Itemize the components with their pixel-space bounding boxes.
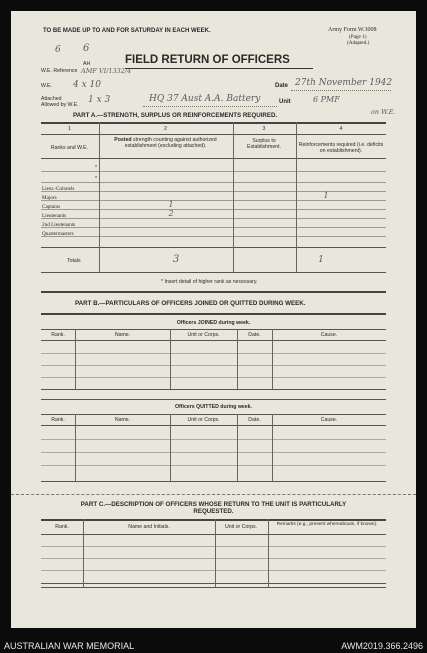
col-divider (170, 329, 171, 389)
quitted-title-rule (41, 414, 386, 415)
part-a-footnote: * Insert detail of higher rank as necessary. (161, 279, 258, 285)
rows-bottom-rule (41, 247, 386, 248)
quitted-col-date: Date. (248, 417, 261, 423)
quitted-bottom-rule (41, 481, 386, 482)
part-a-title: PART A.—STRENGTH, SURPLUS OR REINFORCEMENTS REQUIRED. (73, 112, 278, 119)
army-form-number: Army Form W.3008 (328, 27, 377, 33)
unit-label: Unit (279, 99, 291, 105)
handwritten-pmf: 6 PMF (313, 95, 340, 104)
rank-quartermasters: Quartermasters (42, 231, 74, 237)
rank-2nd-lieutenants: 2nd Lieutenants (42, 222, 76, 228)
part-a-top-rule (41, 122, 386, 124)
col-divider (268, 519, 269, 587)
rank-captains: Captains (42, 204, 61, 210)
col2-header (101, 137, 230, 149)
joined-col-date: Date. (248, 332, 261, 338)
rank-majors: Majors (42, 195, 57, 201)
row-line (41, 546, 386, 547)
joined-title-rule (41, 329, 386, 330)
posted-lieutenants: 2 (168, 209, 174, 218)
part-c-title-line1: PART C.—DESCRIPTION OF OFFICERS WHOSE RETURN TO THE UNIT IS PARTICULARLY (80, 501, 347, 508)
handwritten-amf: AMF VI/1332/4 (81, 67, 132, 75)
joined-col-rank: Rank. (51, 332, 65, 338)
part-c-title-line2: REQUESTED. (193, 508, 234, 515)
row-line (41, 236, 386, 237)
row-line (41, 570, 386, 571)
row-line (41, 377, 386, 378)
joined-header-rule (41, 340, 386, 341)
rank-star-1: * (94, 165, 97, 171)
row-line (41, 200, 386, 201)
col-number-rule (41, 134, 386, 135)
row-line (41, 218, 386, 219)
adapted-note: (Adapted.) (347, 40, 370, 46)
col-divider (170, 414, 171, 481)
quitted-col-rank: Rank. (51, 417, 65, 423)
part-a-end-rule (41, 291, 386, 293)
col-divider (83, 519, 84, 587)
row-line (41, 439, 386, 440)
quitted-col-unit: Unit or Corps. (187, 417, 220, 423)
date-dotted-line (291, 90, 391, 91)
totals-label: Totals (67, 258, 81, 264)
joined-col-name: Name. (114, 332, 131, 338)
col-number-3: 3 (262, 126, 266, 132)
quitted-col-cause: Cause. (320, 417, 338, 423)
row-line (41, 465, 386, 466)
handwritten-we: 4 x 10 (73, 80, 101, 90)
handwritten-attached: 1 x 3 (88, 95, 111, 105)
col-number-4: 4 (339, 126, 343, 132)
totals-bottom-rule (41, 272, 386, 273)
col-divider (272, 414, 273, 481)
joined-title: Officers JOINED during week. (176, 320, 251, 326)
part-b-top-rule (41, 313, 386, 315)
row-line (41, 365, 386, 366)
date-label: Date (275, 83, 289, 89)
col-divider (75, 329, 76, 389)
part-c-top-rule (41, 519, 386, 521)
col-divider (237, 329, 238, 389)
unit-dotted-line (143, 106, 277, 107)
top-note: TO BE MADE UP TO AND FOR SATURDAY IN EACH WEEK. (43, 28, 211, 34)
part-c-col-unit: Unit or Corps. (225, 524, 257, 530)
col-divider (99, 122, 100, 272)
allowed-label: Allowed by W.E. (41, 102, 79, 108)
col4-header: Reinforcements required (i.e. deficits on establishment). (298, 142, 384, 154)
quitted-title: Officers QUITTED during week. (175, 404, 252, 410)
handwritten-ref-number: 6 (83, 43, 90, 54)
handwritten-ah: AH (83, 61, 91, 67)
part-b-title: PART B.—PARTICULARS OF OFFICERS JOINED OR QUITTED DURING WEEK. (75, 300, 306, 307)
title-underline (125, 68, 313, 69)
joined-col-cause: Cause. (320, 332, 338, 338)
form-sheet (11, 11, 416, 628)
we-label: W.E. (41, 83, 52, 89)
row-line (41, 558, 386, 559)
footer-credit: AUSTRALIAN WAR MEMORIAL (4, 641, 135, 651)
part-c-col-remarks: Remarks (e.g., present whereabouts, if known). (276, 522, 378, 527)
col-divider (272, 329, 273, 389)
row-line (41, 452, 386, 453)
col2-header-rest: strength counting against authorized establishment (excluding attached). (124, 137, 217, 149)
footer-accession-number: AWM2019.366.2496 (341, 641, 423, 651)
rank-lieutenants: Lieutenants (42, 213, 67, 219)
joined-bottom-rule (41, 389, 386, 390)
col-number-1: 1 (68, 126, 71, 132)
section-rule (41, 399, 386, 400)
col-divider (237, 414, 238, 481)
reinforcements-majors: 1 (323, 191, 329, 200)
page-number: (Page 1) (349, 34, 367, 40)
row-line (41, 209, 386, 210)
total-posted: 3 (172, 254, 180, 265)
part-c-col-rank: Rank. (55, 524, 69, 530)
joined-col-unit: Unit or Corps. (187, 332, 220, 338)
row-line (41, 182, 386, 183)
header-bottom-rule (41, 158, 386, 159)
handwritten-ref-top: 6 (55, 45, 61, 55)
posted-captains: 1 (168, 200, 174, 209)
col-divider (75, 414, 76, 481)
attached-label: Attached (41, 96, 62, 102)
we-reference-label: W.E. Reference (41, 68, 78, 74)
part-c-bottom-rule (41, 583, 386, 584)
part-c-end-rule (41, 587, 386, 588)
perforation-line (11, 494, 416, 495)
row-line (41, 227, 386, 228)
part-c-header-rule (41, 534, 386, 535)
col2-header-posted: Posted (114, 137, 132, 143)
col1-header: Ranks and W.E. (50, 145, 89, 151)
rank-lieut-colonels: Lieut.-Colonels (42, 186, 75, 192)
col-number-2: 2 (164, 126, 167, 132)
col-divider (296, 122, 297, 272)
form-title: FIELD RETURN OF OFFICERS (125, 54, 290, 66)
quitted-header-rule (41, 425, 386, 426)
col3-header: Surplus to Establishment. (246, 138, 282, 150)
handwritten-date: 27th November 1942 (295, 78, 393, 88)
handwritten-on-we: on W.E. (371, 108, 396, 116)
total-reinforcements: 1 (318, 255, 324, 265)
handwritten-unit: HQ 37 Aust A.A. Battery (149, 94, 261, 104)
row-line (41, 353, 386, 354)
col-divider (233, 122, 234, 272)
quitted-col-name: Name. (114, 417, 131, 423)
col-divider (215, 519, 216, 587)
row-line (41, 171, 386, 172)
rank-star-2: * (94, 176, 97, 182)
part-c-col-name: Name and Initials. (128, 524, 170, 530)
